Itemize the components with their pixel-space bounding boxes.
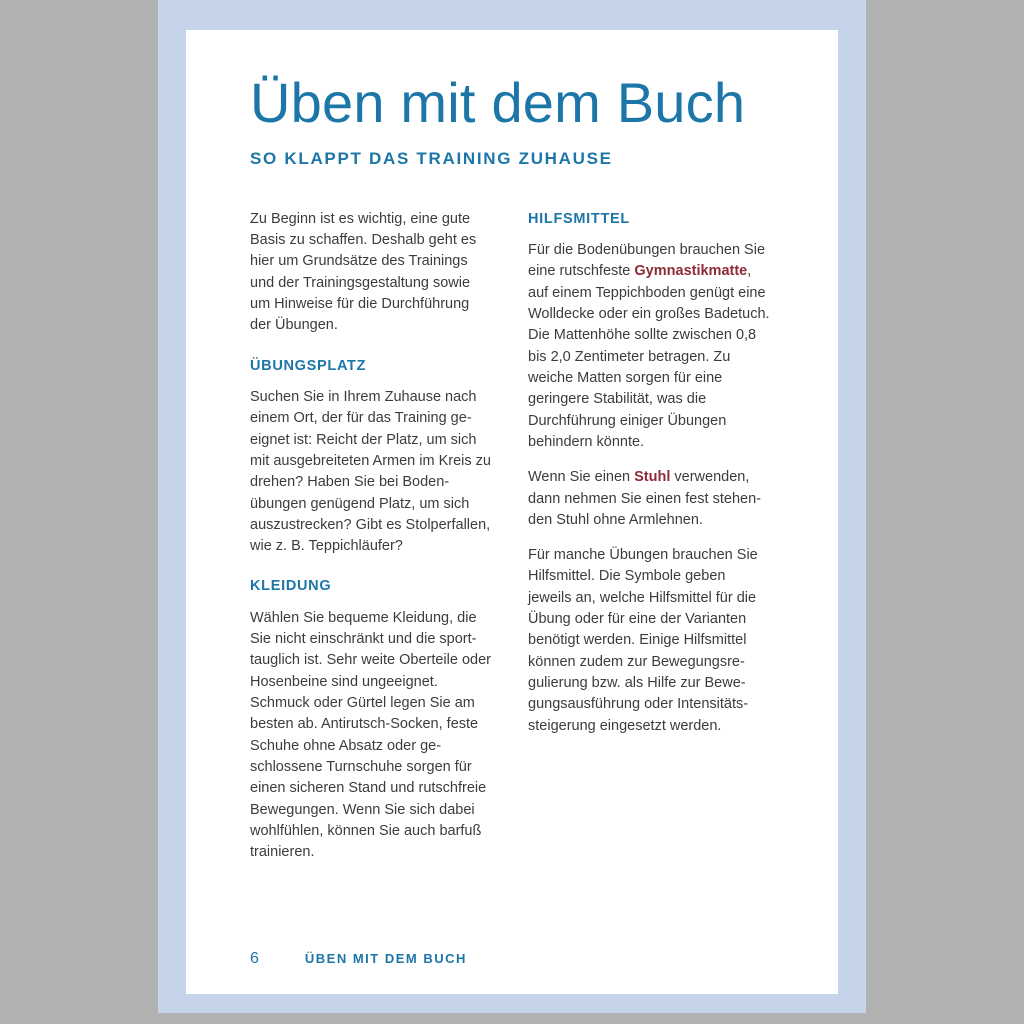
footer-title: ÜBEN MIT DEM BUCH [304, 951, 467, 966]
book-cover [158, 0, 866, 1013]
book-page [186, 30, 838, 994]
paragraph-text: Wenn Sie einen [528, 469, 635, 486]
right-column [528, 209, 772, 878]
hilfsmittel-paragraph-mat [528, 240, 772, 453]
hilfsmittel-paragraph-chair [528, 467, 772, 531]
paragraph-text: verwenden, dann nehmen Sie einen fest stehenden Stuhl ohne Armlehnen. [528, 469, 761, 528]
accent-term-stuhl: Stuhl [634, 469, 671, 486]
accent-term-gymnastikmatte: Gymnastikmatte [634, 263, 748, 280]
page-title: Üben mit dem Buch [250, 71, 746, 134]
text-columns [250, 209, 774, 878]
page-content [250, 71, 774, 878]
intro-paragraph: Zu Beginn ist es wichtig, eine gute Basis zu schaffen. Deshalb geht es hier um Grundsätze des Trainings und der Trainingsgestaltung sowie um Hinweise für die Durchführung der Übungen. [250, 210, 477, 334]
hilfsmittel-paragraph-symbols: Für manche Übungen brauchen Sie Hilfsmittel. Die Symbole geben jeweils an, welche Hilfsmittel für die Übung oder für eine der Varianten benötigt werden. Einige Hilfsmittel können zudem zur Bewegungsregulierung bzw. als Hilfe zur Bewegungsausführung oder Intensitätssteigerung eingesetzt werden. [528, 547, 758, 734]
footer-page-number: 6 [250, 950, 259, 967]
paragraph-text: Für die Bodenübungen brauchen Sie eine rutschfeste [528, 242, 766, 280]
uebungsplatz-paragraph: Suchen Sie in Ihrem Zuhause nach einem Ort, der für das Training geeignet ist: Reicht der Platz, um sich mit ausgebreiteten Armen im Kreis zu drehen? Haben Sie bei Bodenübungen genügend Platz, um sich auszustrecken? Gibt es Stolperfallen, wie z. B. Teppichläufer? [250, 388, 491, 555]
page-footer [250, 950, 467, 968]
section-heading-hilfsmittel: HILFSMITTEL [528, 210, 630, 227]
section-heading-kleidung: KLEIDUNG [250, 578, 332, 595]
left-column [250, 209, 494, 878]
paragraph-text: , auf einem Teppichboden genügt eine Wolldecke oder ein großes Badetuch. Die Mattenhöhe sollte zwischen 0,8 bis 2,0 Zentimeter betragen. Zu weiche Matten sorgen für eine geringere Stabilität, was die Durchführung einiger Übungen behindern könnte. [528, 263, 770, 450]
page-subtitle: SO KLAPPT DAS TRAINING ZUHAUSE [250, 148, 613, 168]
section-heading-uebungsplatz: ÜBUNGSPLATZ [250, 357, 367, 374]
kleidung-paragraph: Wählen Sie bequeme Kleidung, die Sie nicht einschränkt und die sporttauglich ist. Sehr weite Oberteile oder Hosenbeine sind ungeeignet. Schmuck oder Gürtel legen Sie am besten ab. Antirutsch-Socken, feste Schuhe ohne Absatz oder geschlossene Turnschuhe sorgen für einen sicheren Stand und rutschfreie Bewegungen. Wenn Sie sich dabei wohlfühlen, können Sie auch barfuß trainieren. [250, 609, 491, 861]
